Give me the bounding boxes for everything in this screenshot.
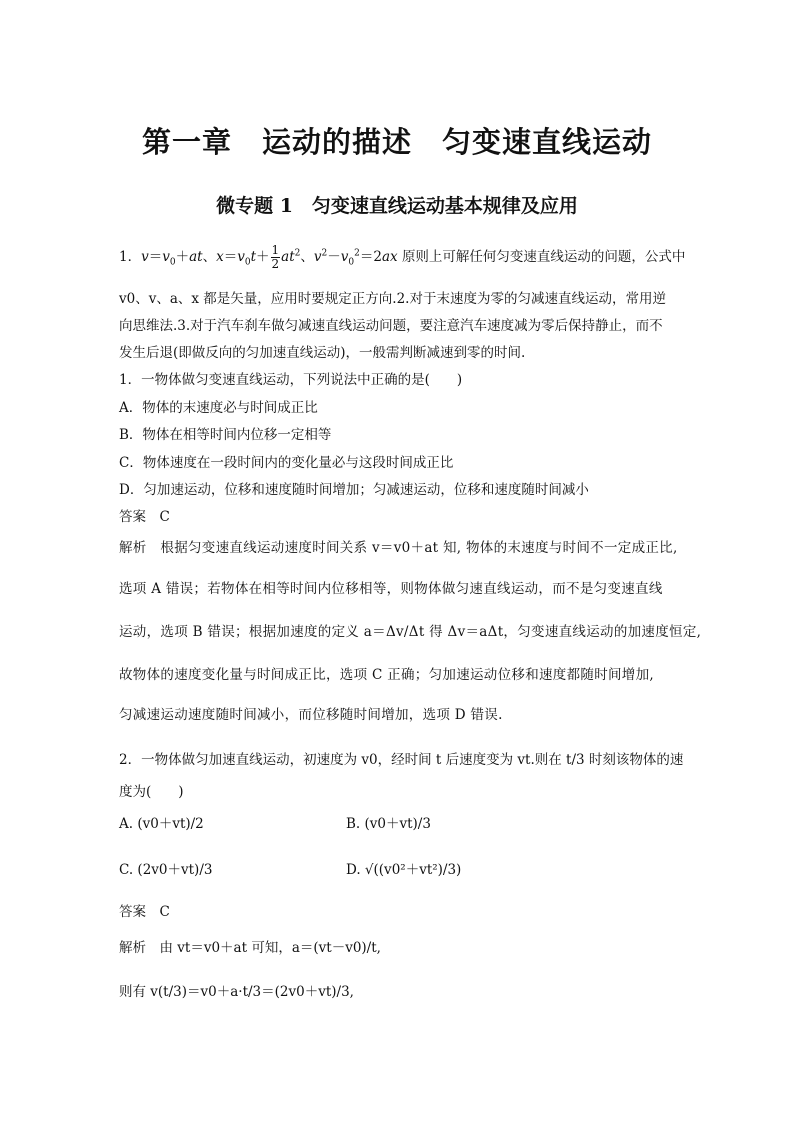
q1-option-b: B．物体在相等时间内位移一定相等 [119, 427, 332, 443]
q2-option-b: B. (v0＋vt)/3 [346, 816, 431, 832]
q1-analysis-5: 匀减速运动速度随时间减小，而位移随时间增加，选项 D 错误. [119, 707, 503, 723]
intro-line-1-text: 原则上可解任何匀变速直线运动的问题，公式中 [401, 249, 686, 265]
q2-option-a: A. (v0＋vt)/2 [119, 816, 204, 832]
q1-analysis-1: 解析 根据匀变速直线运动速度时间关系 v＝v0＋at 知, 物体的末速度与时间不一定成正比, [119, 540, 678, 556]
q1-analysis-4: 故物体的速度变化量与时间成正比，选项 C 正确；匀加速运动位移和速度都随时间增加, [119, 667, 655, 683]
intro-line-4: 发生后退(即做反向的匀加速直线运动)，一般需判断减速到零的时间. [119, 345, 526, 361]
q2-stem-1: 2．一物体做匀加速直线运动，初速度为 v0，经时间 t 后速度变为 vt.则在 t/3 时刻该物体的速 [119, 752, 684, 768]
q1-option-c: C．物体速度在一段时间内的变化量必与这段时间成正比 [119, 455, 454, 471]
q2-analysis-1: 解析 由 vt＝v0＋at 可知，a＝(vt－v0)/t, [119, 940, 381, 956]
intro-line-2: v0、v、a、x 都是矢量，应用时要规定正方向.2.对于末速度为零的匀减速直线运动，常用逆 [119, 291, 666, 307]
q2-stem-2: 度为( ) [119, 784, 184, 800]
topic-title: 微专题 1 匀变速直线运动基本规律及应用 [216, 195, 578, 217]
q2-analysis-2: 则有 v(t/3)＝v0＋a·t/3＝(2v0＋vt)/3, [119, 984, 354, 1000]
q2-option-d: D. √((v0²＋vt²)/3) [346, 862, 462, 878]
intro-line-1: 1．$v=v_0+at$、$x=v_0t+$ $\frac{1}{2}$ $at^2$、$v^2-v_0^2=2ax$ 原则上可解任何匀变速直线运动的问题，公式中 [119, 243, 686, 271]
q1-stem: 1．一物体做匀变速直线运动，下列说法中正确的是( ) [119, 372, 463, 388]
q2-answer: 答案 C [119, 904, 170, 920]
intro-num: 1． [119, 249, 142, 265]
q1-option-d: D．匀加速运动，位移和速度随时间增加；匀减速运动，位移和速度随时间减小 [119, 482, 589, 498]
q1-answer: 答案 C [119, 509, 170, 525]
intro-line-3: 向思维法.3.对于汽车刹车做匀减速直线运动问题，要注意汽车速度减为零后保持静止，而不 [119, 318, 663, 334]
chapter-title: 第一章 运动的描述 匀变速直线运动 [141, 125, 652, 159]
q1-option-a: A．物体的末速度必与时间成正比 [119, 400, 318, 416]
q1-analysis-3: 运动，选项 B 错误；根据加速度的定义 a＝Δv/Δt 得 Δv＝aΔt，匀变速直线运动的加速度恒定, [119, 624, 702, 640]
intro-formula: v [141, 249, 149, 265]
q2-option-c: C. (2v0＋vt)/3 [119, 862, 213, 878]
q1-analysis-2: 选项 A 错误；若物体在相等时间内位移相等，则物体做匀速直线运动，而不是匀变速直线 [119, 581, 663, 597]
